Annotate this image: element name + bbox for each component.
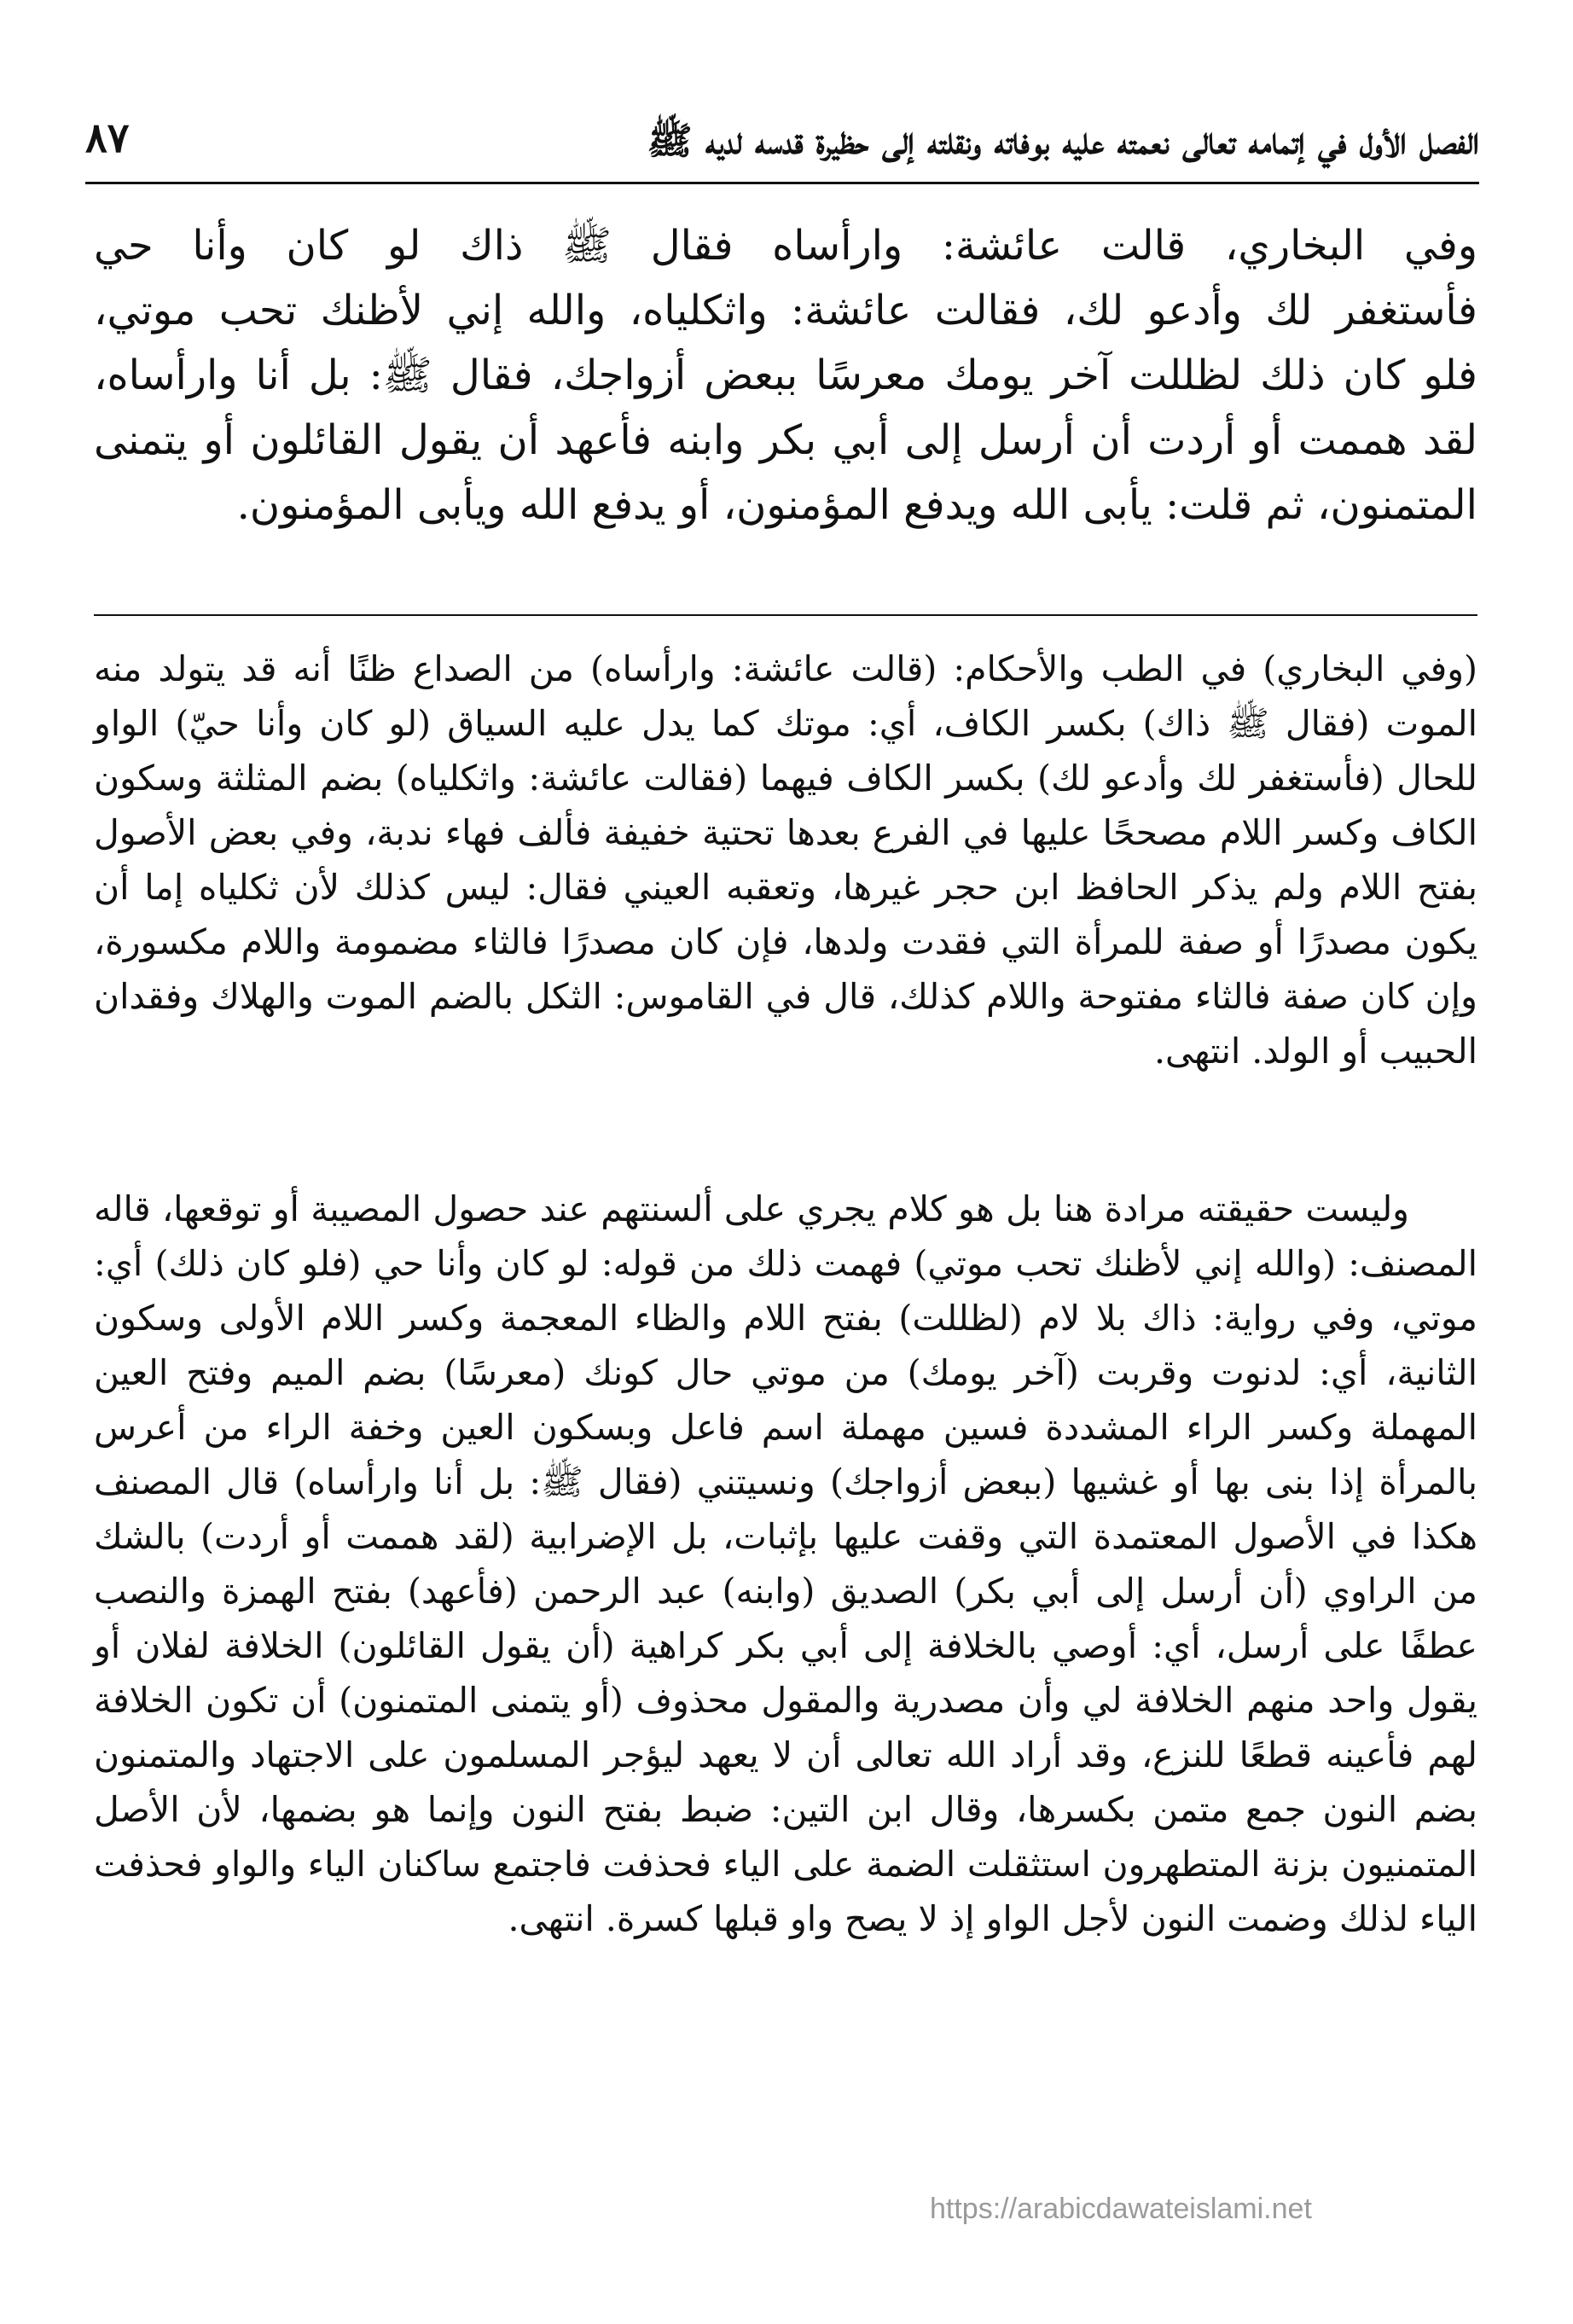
commentary-paragraph: وليست حقيقته مرادة هنا بل هو كلام يجري على ألسنتهم عند حصول المصيبة أو توقعها، قاله المصنف: (والله إني لأظنك تحب موتي) فهمت ذلك من قوله: لو كان وأنا حي (فلو كان ذلك) أي: موتي، وفي رواية: ذاك بلا لام (لظللت) بفتح اللام والظاء المعجمة وكسر اللام الأولى وسكون الثانية، أي: لدنوت وقربت (آخر يومك) من موتي حال كونك (معرسًا) بضم الميم وفتح العين المهملة وكسر الراء المشددة فسين مهملة اسم فاعل وبسكون العين وخفة الراء من أعرس بالمرأة إذا بنى بها أو غشيها (ببعض أزواجك) ونسيتني (فقال ﷺ: بل أنا وارأساه) قال المصنف هكذا في الأصول المعتمدة التي وقفت عليها بإثبات، بل الإضرابية (لقد هممت أو أردت) بالشك من الراوي (أن أرسل إلى أبي بكر) الصديق (وابنه) عبد الرحمن (فأعهد) بفتح الهمزة والنصب عطفًا على أرسل، أي: أوصي بالخلافة إلى أبي بكر كراهية (أن يقول القائلون) الخلافة لفلان أو يقول واحد منهم الخلافة لي وأن مصدرية والمقول محذوف (أو يتمنى المتمنون) أن تكون الخلافة لهم فأعينه قطعًا للنزع، وقد أراد الله تعالى أن لا يعهد ليؤجر المسلمون على الاجتهاد والمتمنون بضم النون جمع متمن بكسرها، وقال ابن التين: ضبط بفتح النون وإنما هو بضمها، لأن الأصل المتمنيون بزنة المتطهرون استثقلت الضمة على الياء فحذفت فاجتمع ساكنان الياء والواو فحذفت الياء لذلك وضمت النون لأجل الواو إذ لا يصح واو قبلها كسرة. انتهى. <box>94 1188 1477 1939</box>
commentary-paragraph: (وفي البخاري) في الطب والأحكام: (قالت عائشة: وارأساه) من الصداع ظنًا أنه قد يتولد منه الموت (فقال ﷺ ذاك) بكسر الكاف، أي: موتك كما يدل عليه السياق (لو كان وأنا حيّ) الواو للحال (فأستغفر لك وأدعو لك) بكسر الكاف فيهما (فقالت عائشة: واثكلياه) بضم المثلثة وسكون الكاف وكسر اللام مصححًا عليها في الفرع بعدها تحتية خفيفة فألف فهاء ندبة، وفي بعض الأصول بفتح اللام ولم يذكر الحافظ ابن حجر غيرها، وتعقبه العيني فقال: ليس كذلك لأن ثكلياه إما أن يكون مصدرًا أو صفة للمرأة التي فقدت ولدها، فإن كان مصدرًا فالثاء مضمومة واللام مكسورة، وإن كان صفة فالثاء مفتوحة واللام كذلك، قال في القاموس: الثكل بالضم الموت والهلاك وفقدان الحبيب أو الولد. انتهى. <box>94 648 1477 1072</box>
commentary-block-1 <box>94 642 1477 1078</box>
main-text-line: فلو كان ذلك لظللت آخر يومك معرسًا ببعض أزواجك، فقال ﷺ: بل أنا وارأساه، <box>94 352 1477 399</box>
chapter-title: الفصل الأول في إتمامه تعالى نعمته عليه بوفاته ونقلته إلى حظيرة قدسه لديه ﷺ <box>647 119 1479 163</box>
main-text-line: لقد هممت أو أردت أن أرسل إلى أبي بكر وابنه فأعهد أن يقول القائلون أو يتمنى <box>94 416 1477 464</box>
watermark-url: https://arabicdawateislami.net <box>930 2193 1312 2225</box>
main-text-line: وفي البخاري، قالت عائشة: وارأساه فقال ﷺ ذاك لو كان وأنا حي <box>94 222 1477 270</box>
header-divider <box>85 182 1479 184</box>
commentary-block-2 <box>94 1182 1477 1946</box>
main-text-line: فأستغفر لك وأدعو لك، فقالت عائشة: واثكلياه، والله إني لأظنك تحب موتي، <box>94 287 1477 334</box>
running-header <box>85 109 1479 182</box>
section-divider <box>94 614 1477 616</box>
main-text <box>94 213 1477 537</box>
main-text-line: المتمنون، ثم قلت: يأبى الله ويدفع المؤمنون، أو يدفع الله ويأبى المؤمنون. <box>236 481 1477 529</box>
page-number: ٨٧ <box>85 114 130 162</box>
